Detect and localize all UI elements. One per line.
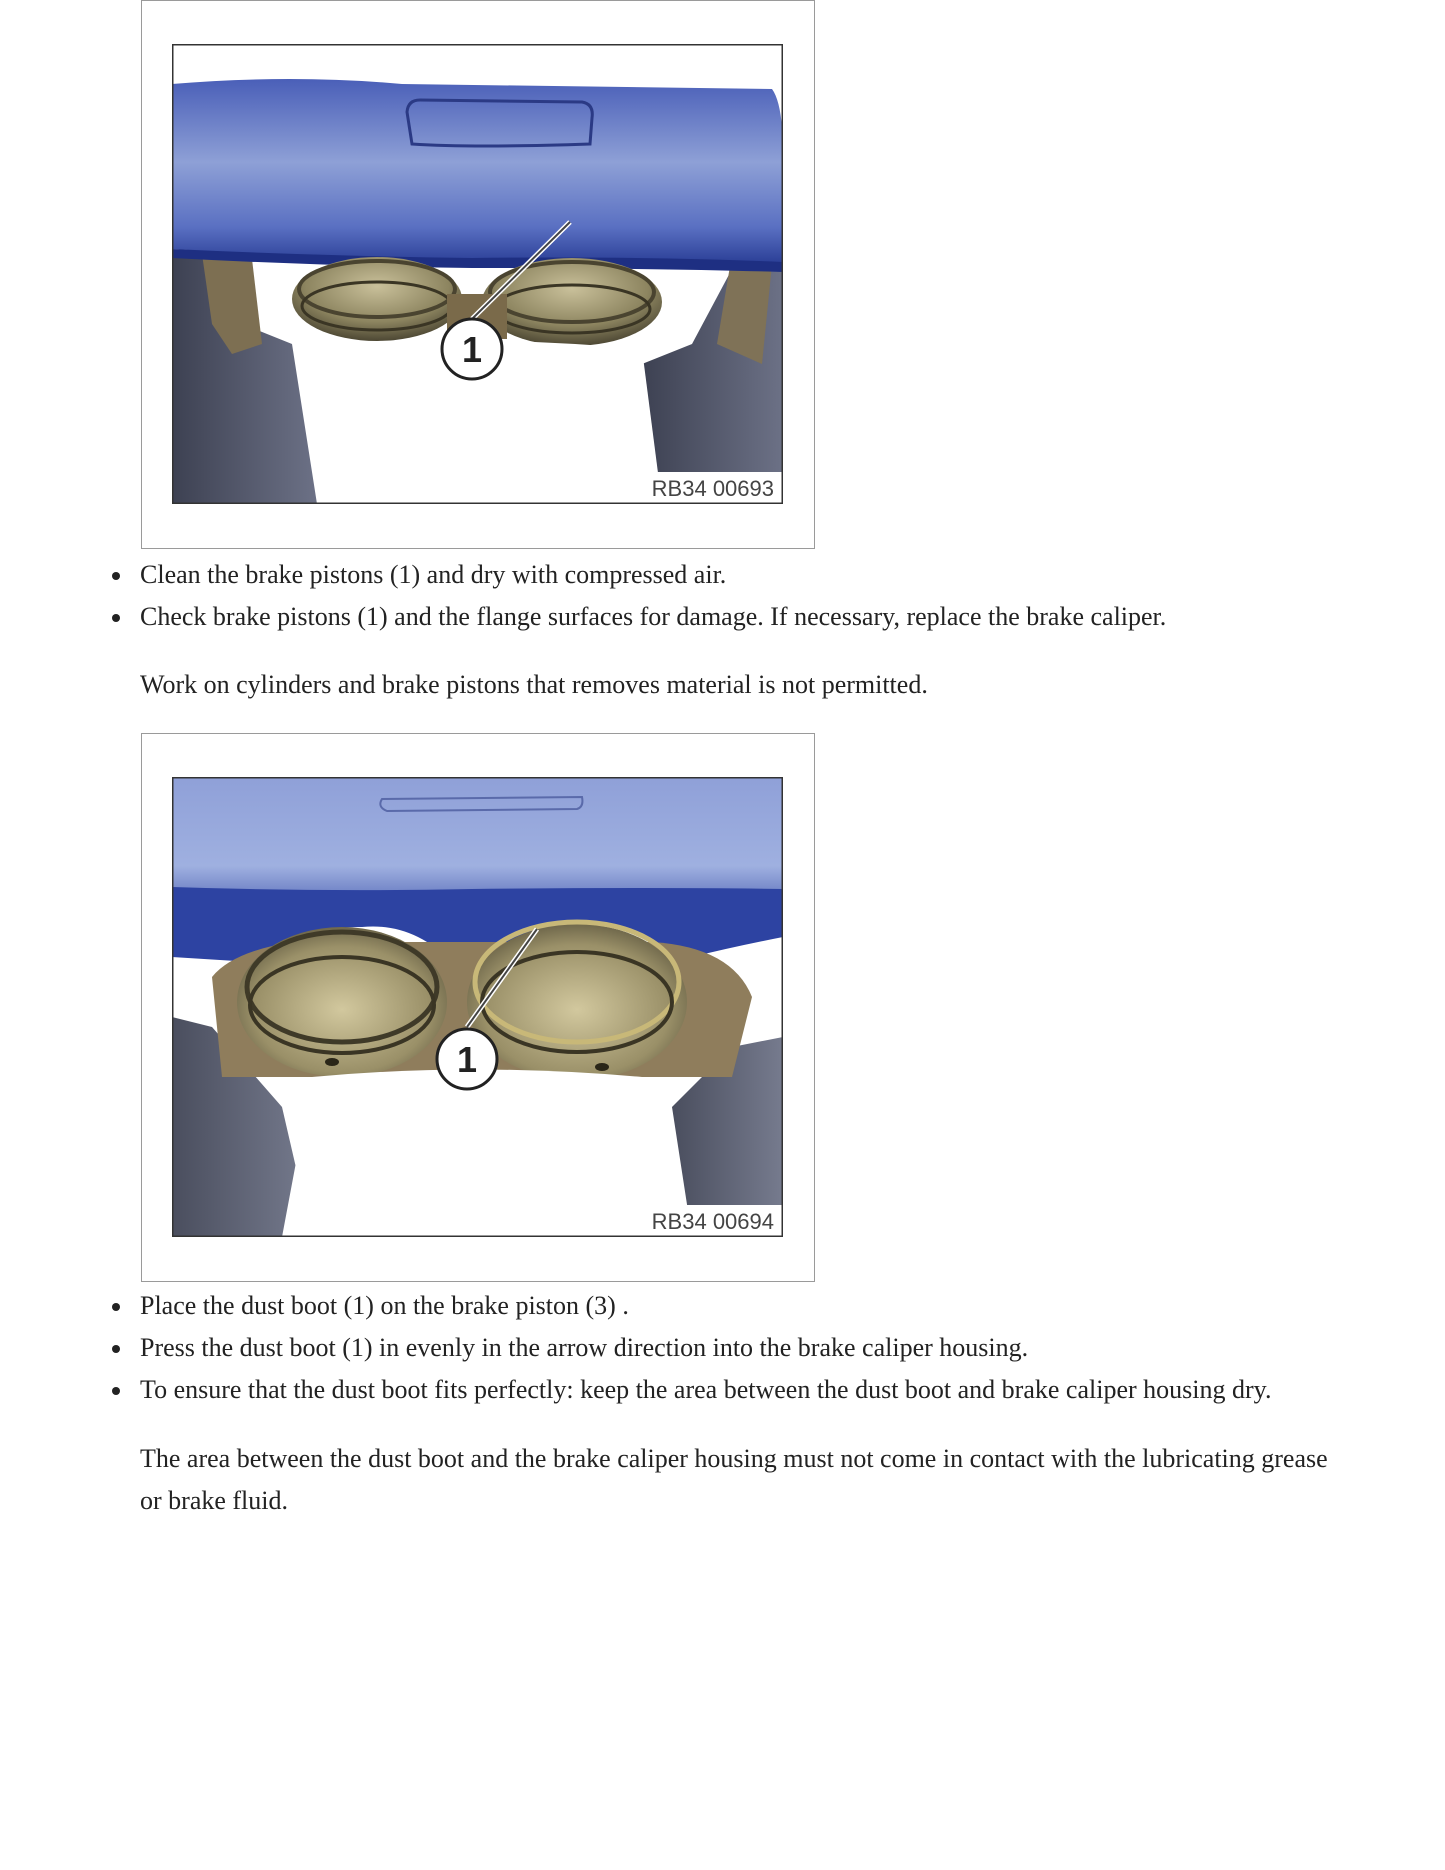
- callout-number: 1: [456, 1039, 478, 1080]
- step-item: Press the dust boot (1) in evenly in the arrow direction into the brake caliper housing.: [140, 1327, 1271, 1369]
- callout-number: 1: [461, 329, 483, 370]
- figure-brake-pistons-2: [141, 733, 815, 1282]
- figure-code: RB34 00694: [651, 1209, 774, 1234]
- step-item: Place the dust boot (1) on the brake piston (3) .: [140, 1285, 1271, 1327]
- note-keep-dry: The area between the dust boot and the brake caliper housing must not come in contact with the lubricating grease or brake fluid.: [140, 1444, 1328, 1515]
- brake-caliper-photo-2: [172, 777, 783, 1237]
- step-item: Clean the brake pistons (1) and dry with compressed air.: [140, 554, 1166, 596]
- step-item: Check brake pistons (1) and the flange surfaces for damage. If necessary, replace the brake caliper.: [140, 596, 1166, 638]
- note-material-removal: Work on cylinders and brake pistons that removes material is not permitted.: [140, 670, 928, 699]
- step-item: To ensure that the dust boot fits perfectly: keep the area between the dust boot and brake caliper housing dry.: [140, 1369, 1271, 1411]
- steps-list-2: [95, 1285, 1271, 1411]
- brake-caliper-photo-1: [172, 44, 783, 504]
- figure-code: RB34 00693: [651, 476, 774, 501]
- steps-list-1: [95, 554, 1166, 638]
- figure-brake-pistons-1: [141, 0, 815, 549]
